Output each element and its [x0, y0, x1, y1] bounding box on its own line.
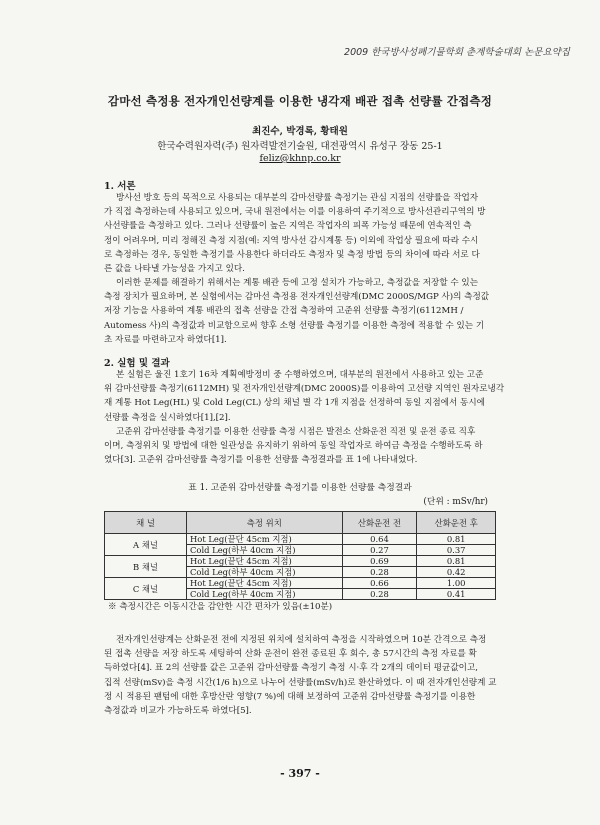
cell-after: 0.41: [417, 589, 496, 600]
experiment-paragraph-1: [104, 368, 504, 425]
cell-channel: A 채널: [105, 534, 187, 556]
cell-before: 0.64: [342, 534, 417, 545]
cell-location: Cold Leg(하부 40cm 지점): [187, 567, 343, 578]
text-line: 위 감마선량률 측정기(6112MH) 및 전자개인선량계(DMC 2000S)를 이용하여 고선량 지역인 원자로냉각: [104, 384, 505, 395]
section-heading-experiment: 2. 실험 및 결과: [104, 358, 170, 369]
paper-title: 감마선 측정용 전자개인선량계를 이용한 냉각재 배관 접촉 선량률 간접측정: [107, 94, 493, 108]
text-line: 른 값을 나타낼 가능성을 가지고 있다.: [104, 264, 245, 275]
cell-before: 0.27: [342, 545, 417, 556]
cell-channel: C 채널: [105, 578, 187, 600]
cell-after: 0.37: [417, 545, 496, 556]
page-number: - 397 -: [280, 767, 320, 780]
text-line: 방사선 방호 등의 목적으로 사용되는 대부분의 감마선량률 측정기는 관심 지점의 선량률을 작업자: [116, 193, 479, 203]
cell-after: 0.81: [417, 534, 496, 545]
cell-after: 0.42: [417, 567, 496, 578]
discussion-paragraph: [104, 633, 504, 718]
header-before: 산화운전 전: [342, 512, 417, 534]
text-line: 였다[3]. 고준위 감마선량률 측정기를 이용한 선량률 측정결과를 표 1에 나타내었다.: [104, 455, 418, 466]
text-line: 측정 장치가 필요하며, 본 실험에서는 감마선 측정용 전자개인선량계(DMC 2000S/MGP 사)의 측정값: [104, 292, 490, 303]
text-line: 재 계통 Hot Leg(HL) 및 Cold Leg(CL) 상의 채널 별 각 1개 지점을 선정하여 동일 지점에서 동시에: [104, 398, 485, 409]
table-row: [105, 556, 496, 567]
text-line: 정 시 적용된 팬텀에 대한 후방산란 영향(7 %)에 대해 보정하여 고준위 감마선량률 측정기를 이용한: [104, 691, 476, 702]
intro-paragraph-2: [104, 276, 504, 347]
cell-before: 0.66: [342, 578, 417, 589]
conference-header: 2009 한국방사성폐기물학회 춘계학술대회 논문요약집: [344, 47, 570, 58]
intro-paragraph-1: [104, 191, 504, 276]
text-line: 정이 어려우며, 미리 정해진 측정 지점(예: 지역 방사선 감시계통 등) 이외에 작업상 필요에 따라 수시: [104, 235, 479, 246]
text-line: 된 접촉 선량을 저장 하도록 세팅하여 산화 운전이 완전 종료된 후 회수, 총 57시간의 측정 자료를 확: [104, 649, 477, 660]
cell-after: 0.81: [417, 556, 496, 567]
text-line: 초 자료를 마련하고자 하였다[1].: [104, 334, 227, 345]
table-header-row: [105, 512, 496, 534]
authors: 최진수, 박경록, 황태원: [252, 126, 348, 137]
cell-location: Hot Leg(끝단 45cm 지점): [187, 534, 343, 545]
text-line: 측정값과 비교가 가능하도록 하였다[5].: [104, 706, 252, 717]
text-line: 가 직접 측정하는데 사용되고 있으며, 국내 원전에서는 이를 이용하여 주기적으로 방사선관리구역의 방: [104, 207, 486, 218]
header-after: 산화운전 후: [417, 512, 496, 534]
cell-location: Cold Leg(하부 40cm 지점): [187, 589, 343, 600]
text-line: 사선량률을 측정하고 있다. 그러나 선량률이 높은 지역은 작업자의 피폭 가능성 때문에 연속적인 측: [104, 221, 472, 232]
section-heading-intro: 1. 서론: [104, 181, 136, 192]
table-row: [105, 578, 496, 589]
cell-location: Hot Leg(끝단 45cm 지점): [187, 556, 343, 567]
text-line: 전자개인선량계는 산화운전 전에 지정된 위치에 설치하여 측정을 시작하였으며 10분 간격으로 측정: [116, 635, 487, 645]
header-location: 측정 위치: [187, 512, 343, 534]
text-line: 이며, 측정위치 및 방법에 대한 일관성을 유지하기 위하여 동일 작업자로 하여금 측정을 수행하도록 하: [104, 441, 483, 452]
email-link[interactable]: feliz@khnp.co.kr: [259, 153, 341, 164]
cell-location: Cold Leg(하부 40cm 지점): [187, 545, 343, 556]
text-line: 저장 기능을 사용하여 계통 배관의 접촉 선량을 간접 측정하여 고준위 선량률 측정기(6112MH /: [104, 306, 464, 317]
cell-after: 1.00: [417, 578, 496, 589]
affiliation: 한국수력원자력(주) 원자력발전기술원, 대전광역시 유성구 장동 25-1: [157, 141, 443, 152]
text-line: 집적 선량(mSv)을 측정 시간(1/6 h)으로 나누어 선량률(mSv/h)로 환산하였다. 이 때 전자개인선량계 교: [104, 677, 497, 688]
text-line: Automess 사)의 측정값과 비교함으로써 향후 소형 선량률 측정기를 이용한 측정에 적용할 수 있는 기: [104, 320, 485, 331]
text-line: 고준위 감마선량률 측정기를 이용한 선량률 측정 시점은 발전소 산화운전 직전 및 운전 종료 직후: [116, 427, 476, 437]
text-line: 이러한 문제를 해결하기 위해서는 계통 배관 등에 고정 설치가 가능하고, 측정값을 저장할 수 있는: [116, 278, 479, 288]
text-line: 본 실험은 울진 1호기 16차 계획예방정비 중 수행하였으며, 대부분의 원전에서 사용하고 있는 고준: [116, 370, 484, 380]
table-note: ※ 측정시간은 이동시간을 감안한 시간 편차가 있음(±10분): [108, 602, 333, 612]
cell-before: 0.28: [342, 567, 417, 578]
dose-rate-table: [104, 511, 496, 600]
cell-before: 0.69: [342, 556, 417, 567]
experiment-paragraph-2: [104, 425, 504, 468]
header-channel: 채 널: [105, 512, 187, 534]
text-line: 선량률 측정을 실시하였다[1],[2].: [104, 412, 231, 423]
table-caption: 표 1. 고준위 감마선량률 측정기를 이용한 선량률 측정결과: [188, 483, 412, 493]
cell-before: 0.28: [342, 589, 417, 600]
table-row: [105, 534, 496, 545]
table-unit: (단위 : mSv/hr): [423, 497, 488, 507]
cell-channel: B 채널: [105, 556, 187, 578]
text-line: 득하였다[4]. 표 2의 선량률 값은 고준위 감마선량률 측정기 측정 시·후 각 2개의 데이터 평균값이고,: [104, 663, 478, 674]
text-line: 로 측정하는 경우, 동일한 측정기를 사용한다 하더라도 측정자 및 측정 방법 등의 차이에 따라 서로 다: [104, 249, 480, 260]
cell-location: Hot Leg(끝단 45cm 지점): [187, 578, 343, 589]
